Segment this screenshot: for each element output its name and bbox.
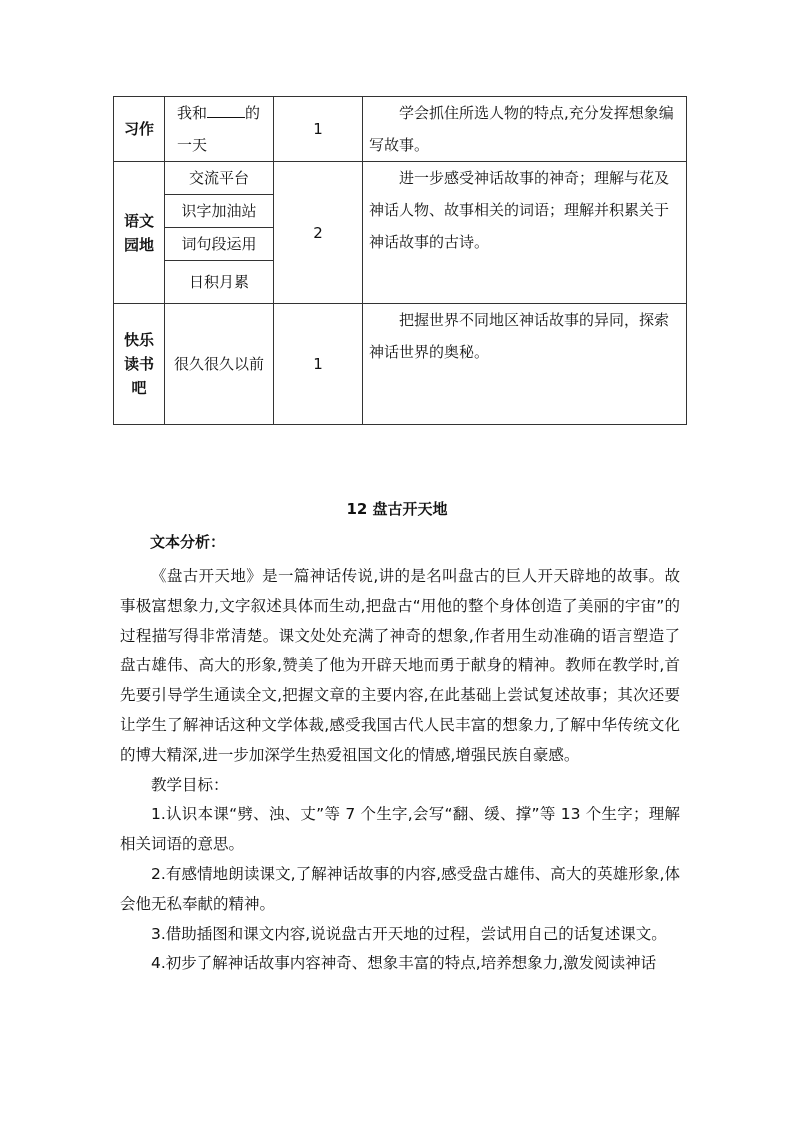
title-cell: 识字加油站	[165, 195, 274, 228]
goal-text: 学会抓住所选人物的特点,充分发挥想象编写故事。	[369, 104, 674, 154]
analysis-paragraph: 《盘古开天地》是一篇神话传说,讲的是名叫盘古的巨人开天辟地的故事。故事极富想象力,文字叙述具体而生动,把盘古“用他的整个身体创造了美丽的宇宙”的过程描写得非常清楚。课文处处充满了神奇的想象,作者用生动准确的语言塑造了盘古雄伟、高大的形象,赞美了他为开辟天地而勇于献身的精神。教师在教学时,首先要引导学生通读全文,把握文章的主要内容,在此基础上尝试复述故事；其次还要让学生了解神话这种文学体裁,感受我国古代人民丰富的想象力,了解中华传统文化的博大精深,进一步加深学生热爱祖国文化的情感,增强民族自豪感。	[120, 567, 680, 764]
category-cell	[114, 304, 165, 425]
analysis-heading: 文本分析：	[150, 533, 226, 551]
goal-item: 4.初步了解神话故事内容神奇、想象丰富的特点,培养想象力,激发阅读神话	[151, 954, 657, 973]
category-cell	[114, 162, 165, 304]
title-cell: 交流平台	[165, 162, 274, 195]
title-cell: 词句段运用	[165, 228, 274, 261]
goal-item: 1.认识本课“劈、浊、丈”等 7 个生字,会写“翻、缓、撑”等 13 个生字；理解相关词语的意思。	[120, 805, 680, 854]
fill-blank	[207, 103, 245, 118]
title-cell: 很久很久以前	[165, 304, 274, 425]
goal-cell	[363, 97, 687, 162]
hours-cell: 2	[274, 162, 363, 304]
lesson-title: 12 盘古开天地	[346, 500, 448, 518]
lesson-body	[120, 562, 680, 979]
title-prefix: 我和	[177, 104, 208, 122]
title-cell: 日积月累	[165, 261, 274, 304]
table-row	[114, 304, 687, 425]
title-cell	[165, 97, 274, 162]
table-row	[114, 162, 687, 195]
goal-item: 3.借助插图和课文内容,说说盘古开天地的过程，尝试用自己的话复述课文。	[151, 924, 667, 943]
goal-cell	[363, 162, 687, 304]
goal-text: 把握世界不同地区神话故事的异同，探索神话世界的奥秘。	[369, 311, 670, 361]
title-suffix: 的一天	[177, 104, 261, 154]
hours-cell: 1	[274, 97, 363, 162]
hours-cell: 1	[274, 304, 363, 425]
goal-item: 2.有感情地朗读课文,了解神话故事的内容,感受盘古雄伟、高大的英雄形象,体会他无私奉献的精神。	[120, 864, 680, 913]
goal-cell	[363, 304, 687, 425]
table-row	[114, 97, 687, 162]
goal-text: 进一步感受神话故事的神奇；理解与花及神话人物、故事相关的词语；理解并积累关于神话故事的古诗。	[369, 169, 670, 251]
unit-plan-table	[113, 96, 687, 425]
category-text: 快乐读书吧	[123, 331, 154, 397]
category-text: 语文园地	[123, 211, 154, 254]
category-cell: 习作	[114, 97, 165, 162]
goals-heading: 教学目标：	[151, 775, 229, 794]
title-line	[165, 97, 273, 161]
